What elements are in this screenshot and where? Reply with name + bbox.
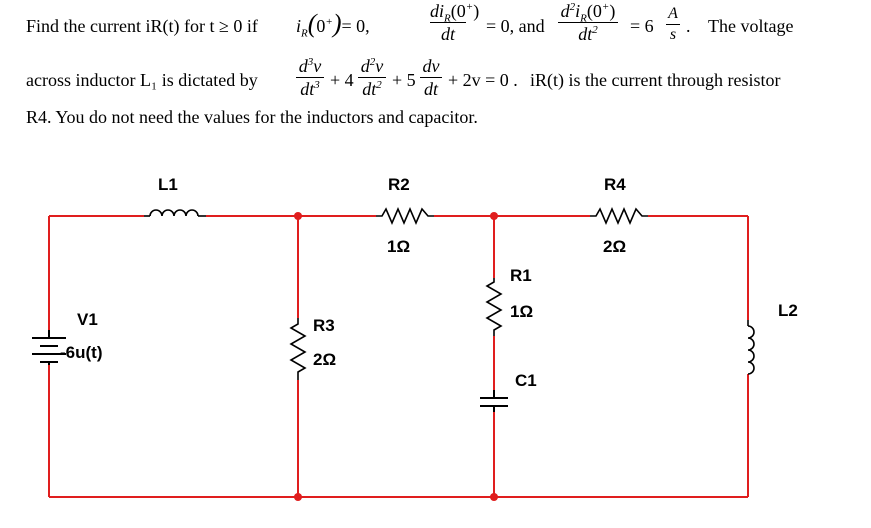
line2-prefix: across inductor L₁ is dictated by [26,70,258,90]
label-R2: R2 [388,175,410,194]
ic1-expression: $i_R(0^+)= 0$, [296,9,370,40]
ic3-unit: A s [666,6,680,43]
line1-suffix: The voltage [708,16,794,36]
ic2-fraction: $di_R(0^+)$ dt [430,1,480,44]
inductor-L1 [144,210,206,216]
ode-plus4: + 4 [330,70,354,90]
label-C1: C1 [515,371,537,390]
value-R1: 1Ω [510,302,534,321]
resistor-R4 [590,209,648,223]
label-V1: V1 [77,310,98,329]
circuit-schematic [0,160,871,520]
line1-prefix: Find the current iR(t) for t ≥ 0 if [26,16,258,36]
wires [49,216,748,497]
ode-term3: dv dt [420,57,442,98]
problem-statement: Find the current iR(t) for t ≥ 0 if $i_R(0^+)= 0$, $di_R(0^+)$ dt = 0, and $d^2i_R(0^+)$ $dt^2$ = 6 A s . The voltage across inductor L₁ is dictated by $d^3v$ $dt^3$ + 4 $d^2v$ $dt^2$ + 5 dv dt + 2v = 0 . iR(t) is the current through resistor R4. You do not need the values for the inductors and capacitor. [26,1,794,127]
capacitor-C1 [480,390,508,412]
ode-tail: + 2v = 0 . [448,70,518,90]
ode-term1: $d^3v$ $dt^3$ [296,57,324,98]
ode-plus5: + 5 [392,70,416,90]
label-R3: R3 [313,316,335,335]
ic3-fraction: $d^2i_R(0^+)$ $dt^2$ [558,2,618,43]
ode-term2: $d^2v$ $dt^2$ [358,57,386,98]
value-V1: -6u(t) [60,343,103,362]
line2-suffix: iR(t) is the current through resistor [530,70,781,90]
label-L1: L1 [158,175,178,194]
ic2-equals: = 0, and [486,16,545,36]
label-L2: L2 [778,301,798,320]
line3: R4. You do not need the values for the inductors and capacitor. [26,107,478,127]
resistor-R3 [291,318,305,380]
label-R4: R4 [604,175,626,194]
resistor-R2 [376,209,434,223]
value-R4: 2Ω [603,237,627,256]
label-R1: R1 [510,266,532,285]
ic3-equals: = 6 [630,16,654,36]
inductor-L2 [748,320,754,374]
value-R3: 2Ω [313,350,337,369]
value-R2: 1Ω [387,237,411,256]
resistor-R1 [487,278,501,336]
